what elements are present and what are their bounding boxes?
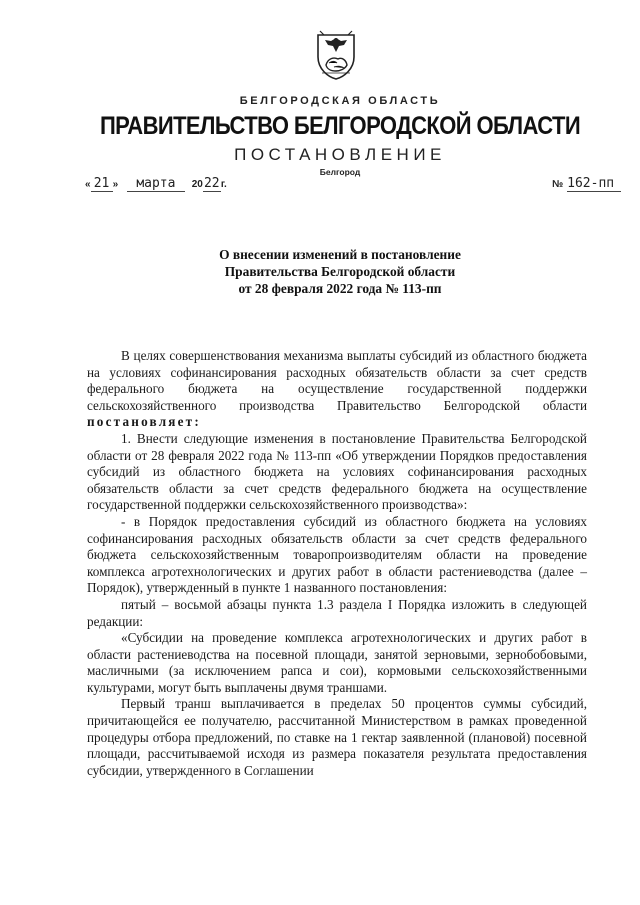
paragraph-new-text-2: Первый транш выплачивается в пределах 50 процентов суммы субсидий, причитающейся ее получателю, рассчитанной Министерством в рамках проведенной процедуры отбора предложений, по ставке на 1 гектар заявленной (плановой) посевной площади, рассчитываемой исходя из размера показателя результата предоставления субсидии, утвержденного в Соглашении — [87, 696, 587, 778]
date-year-prefix: 20 — [191, 179, 203, 190]
date-day: 21 — [91, 176, 113, 192]
document-number — [552, 176, 621, 192]
paragraph-new-text-1: «Субсидии на проведение комплекса агротехнологических и других работ в области растениеводства на посевной площади, занятой зерновыми, зернобобовыми, масличными (за исключением рапса и сои), кормовыми сельскохозяйственными культурами, могут быть выплачены двумя траншами. — [87, 630, 587, 695]
date-open-quote: « — [85, 179, 91, 190]
date-close-quote: » — [112, 179, 119, 190]
region-name: БЕЛГОРОДСКАЯ ОБЛАСТЬ — [239, 95, 441, 107]
resolves-word: постановляет: — [87, 414, 201, 430]
title-line: от 28 февраля 2022 года № 113-пп — [238, 281, 442, 296]
title-line: Правительства Белгородской области — [224, 264, 456, 279]
number-label: № — [552, 179, 564, 190]
number-value: 162-пп — [567, 176, 621, 192]
coat-of-arms-icon — [314, 27, 358, 81]
date-year-abbr: г. — [220, 179, 227, 190]
paragraph-instruction: пятый – восьмой абзацы пункта 1.3 раздела I Порядка изложить в следующей редакции: — [87, 596, 587, 629]
document-body — [87, 348, 587, 779]
government-name: ПРАВИТЕЛЬСТВО БЕЛГОРОДСКОЙ ОБЛАСТИ — [99, 111, 581, 140]
paragraph-item-1: 1. Внести следующие изменения в постановление Правительства Белгородской области от 28 февраля 2022 года № 113-пп «Об утверждении Порядков предоставления субсидий из областного бюджета на условиях софинансирования расходных обязательств области за счет средств федерального бюджета на осуществление государственной поддержки сельскохозяйственного производства»: — [87, 430, 587, 513]
paragraph-preamble — [87, 348, 587, 431]
document-date — [85, 176, 227, 192]
date-year-suffix: 22 — [203, 176, 220, 191]
city-name: Белгород — [319, 167, 361, 177]
paragraph-amendment: - в Порядок предоставления субсидий из областного бюджета на условиях софинансирования расходных обязательств области за счет средств федерального бюджета сельскохозяйственным товаропроизводителям области на проведение комплекса агротехнологических и других работ в области растениеводства (далее – Порядок), утвержденный в пункте 1 названного постановления: — [87, 513, 587, 596]
document-title — [160, 246, 520, 297]
title-line: О внесении изменений в постановление — [219, 247, 461, 262]
date-month: марта — [127, 176, 185, 192]
preamble-text: В целях совершенствования механизма выплаты субсидий из областного бюджета на условиях софинансирования расходных обязательств области за счет средств федерального бюджета на осуществление государственной поддержки сельскохозяйственного производства Правительство Белгородской области — [87, 348, 587, 413]
document-type: ПОСТАНОВЛЕНИЕ — [234, 145, 446, 164]
